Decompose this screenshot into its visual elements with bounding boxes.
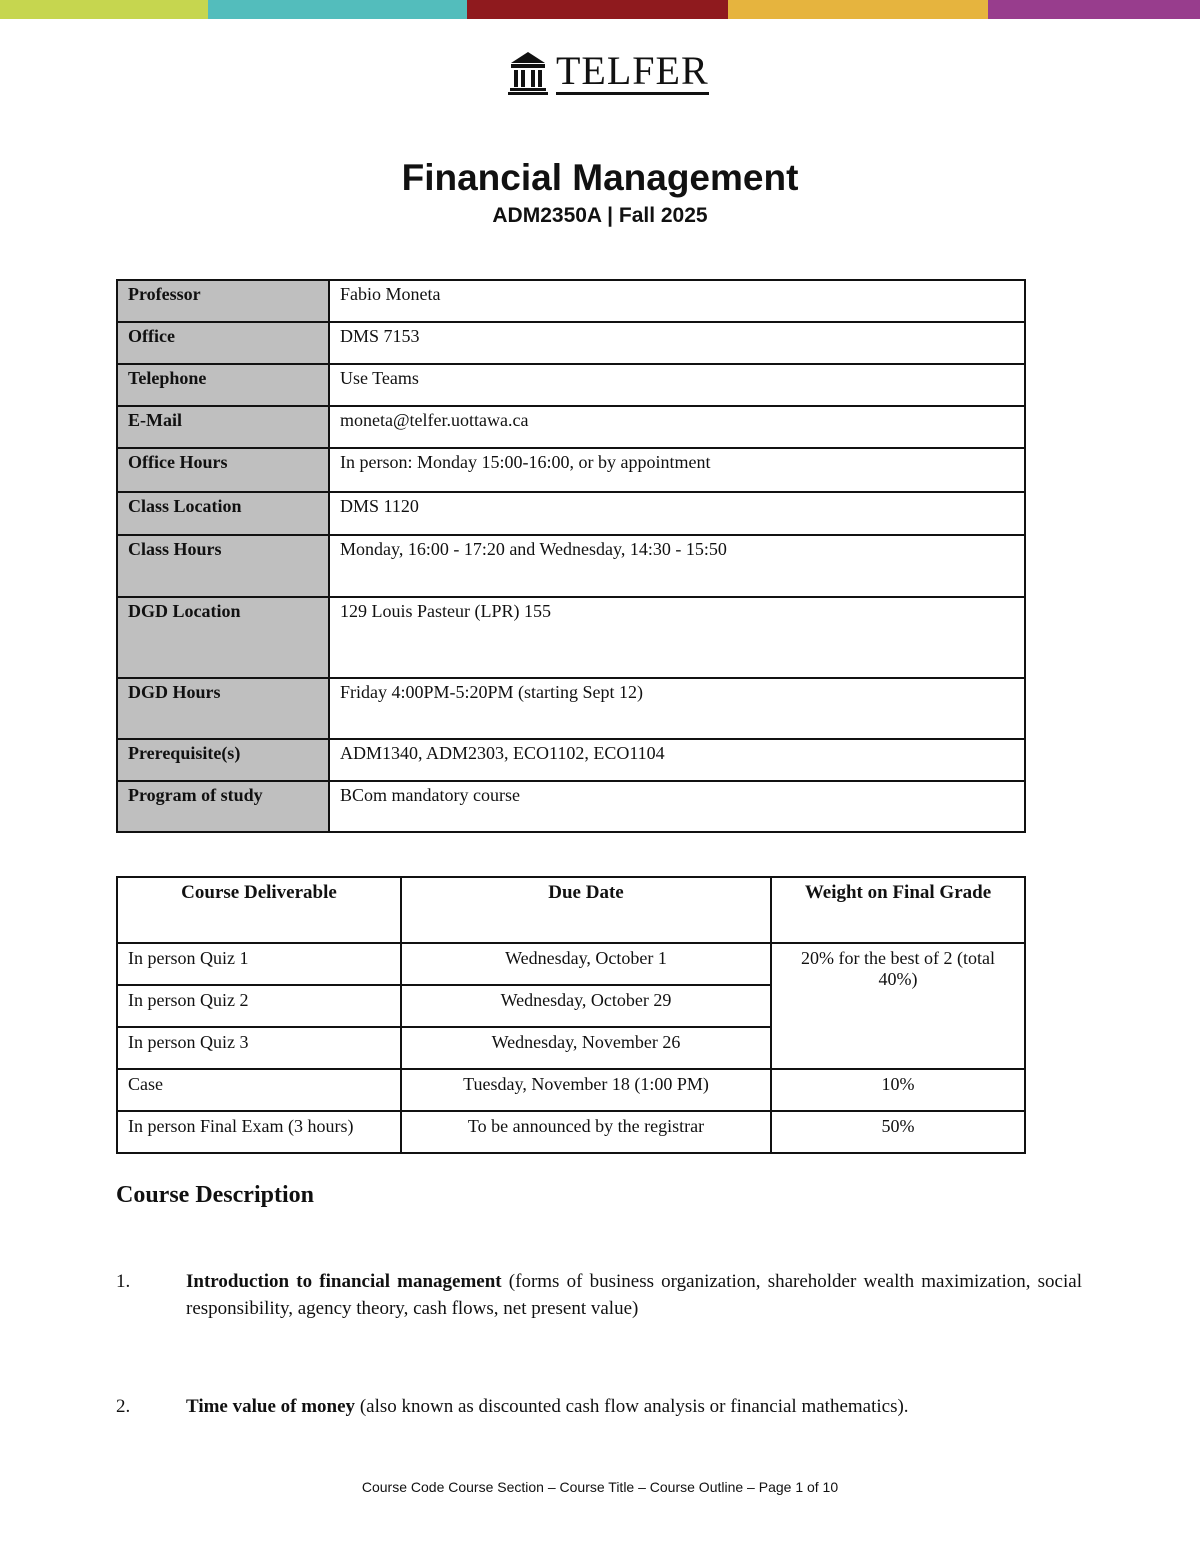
- list-item: [116, 1268, 1082, 1322]
- color-segment: [0, 0, 208, 19]
- info-label: Office: [117, 322, 329, 364]
- table-row: [117, 1111, 1025, 1153]
- info-value: BCom mandatory course: [329, 781, 1025, 832]
- due-date-cell: Wednesday, November 26: [401, 1027, 771, 1069]
- topic-title: Introduction to financial management: [186, 1271, 502, 1292]
- color-segment: [467, 0, 728, 19]
- due-date-cell: Wednesday, October 1: [401, 943, 771, 985]
- topic-details: (also known as discounted cash flow analysis or financial mathematics).: [355, 1396, 909, 1417]
- deliverables-table: [116, 876, 1026, 1154]
- info-value: Use Teams: [329, 364, 1025, 406]
- info-value: DMS 1120: [329, 492, 1025, 535]
- deliverable-cell: In person Quiz 2: [117, 985, 401, 1027]
- due-date-cell: Tuesday, November 18 (1:00 PM): [401, 1069, 771, 1111]
- info-label: Prerequisite(s): [117, 739, 329, 781]
- weight-cell: 10%: [771, 1069, 1025, 1111]
- info-label: Class Hours: [117, 535, 329, 597]
- info-value: In person: Monday 15:00-16:00, or by appointment: [329, 448, 1025, 492]
- info-label: Class Location: [117, 492, 329, 535]
- topic-details: (forms of business organization, shareholder wealth maximization, social responsibility, agency theory, cash flows, net present value): [186, 1271, 1082, 1319]
- column-header: Course Deliverable: [117, 877, 401, 943]
- deliverable-cell: In person Quiz 3: [117, 1027, 401, 1069]
- deliverable-cell: In person Final Exam (3 hours): [117, 1111, 401, 1153]
- page-title: Financial Management: [401, 157, 799, 198]
- info-value: DMS 7153: [329, 322, 1025, 364]
- list-number: 1.: [116, 1271, 131, 1292]
- color-segment: [728, 0, 988, 19]
- section-heading: Course Description: [116, 1182, 314, 1208]
- info-label: DGD Location: [117, 597, 329, 678]
- info-label: Telephone: [117, 364, 329, 406]
- deliverable-cell: Case: [117, 1069, 401, 1111]
- color-segment: [988, 0, 1200, 19]
- column-header: Weight on Final Grade: [771, 877, 1025, 943]
- info-row: [117, 678, 1025, 739]
- telfer-logo: [508, 50, 709, 96]
- info-row: [117, 597, 1025, 678]
- building-icon: [508, 50, 548, 96]
- info-label: Program of study: [117, 781, 329, 832]
- info-row: [117, 280, 1025, 322]
- info-row: [117, 739, 1025, 781]
- color-segment: [208, 0, 467, 19]
- info-label: DGD Hours: [117, 678, 329, 739]
- info-row: [117, 406, 1025, 448]
- info-row: [117, 535, 1025, 597]
- info-label: E-Mail: [117, 406, 329, 448]
- table-row: [117, 943, 1025, 985]
- page-footer: Course Code Course Section – Course Title – Course Outline – Page 1 of 10: [361, 1479, 839, 1495]
- color-bar: [0, 0, 1200, 19]
- quiz-weight-cell: 20% for the best of 2 (total 40%): [771, 943, 1025, 1069]
- list-number: 2.: [116, 1396, 131, 1417]
- list-item: [116, 1393, 1082, 1420]
- info-row: [117, 781, 1025, 832]
- info-row: [117, 448, 1025, 492]
- info-value: Friday 4:00PM-5:20PM (starting Sept 12): [329, 678, 1025, 739]
- info-label: Professor: [117, 280, 329, 322]
- info-value: Monday, 16:00 - 17:20 and Wednesday, 14:30 - 15:50: [329, 535, 1025, 597]
- info-row: [117, 492, 1025, 535]
- due-date-cell: To be announced by the registrar: [401, 1111, 771, 1153]
- due-date-cell: Wednesday, October 29: [401, 985, 771, 1027]
- deliverable-cell: In person Quiz 1: [117, 943, 401, 985]
- info-row: [117, 364, 1025, 406]
- course-info-table: [116, 279, 1026, 833]
- logo-text: TELFER: [556, 48, 709, 93]
- column-header: Due Date: [401, 877, 771, 943]
- course-code: ADM2350A | Fall 2025: [492, 204, 708, 227]
- info-value: ADM1340, ADM2303, ECO1102, ECO1104: [329, 739, 1025, 781]
- table-header-row: [117, 877, 1025, 943]
- topic-title: Time value of money: [186, 1396, 356, 1417]
- info-value: Fabio Moneta: [329, 280, 1025, 322]
- weight-cell: 50%: [771, 1111, 1025, 1153]
- info-label: Office Hours: [117, 448, 329, 492]
- info-value: 129 Louis Pasteur (LPR) 155: [329, 597, 1025, 678]
- table-row: [117, 1069, 1025, 1111]
- info-row: [117, 322, 1025, 364]
- email-value[interactable]: moneta@telfer.uottawa.ca: [329, 406, 1025, 448]
